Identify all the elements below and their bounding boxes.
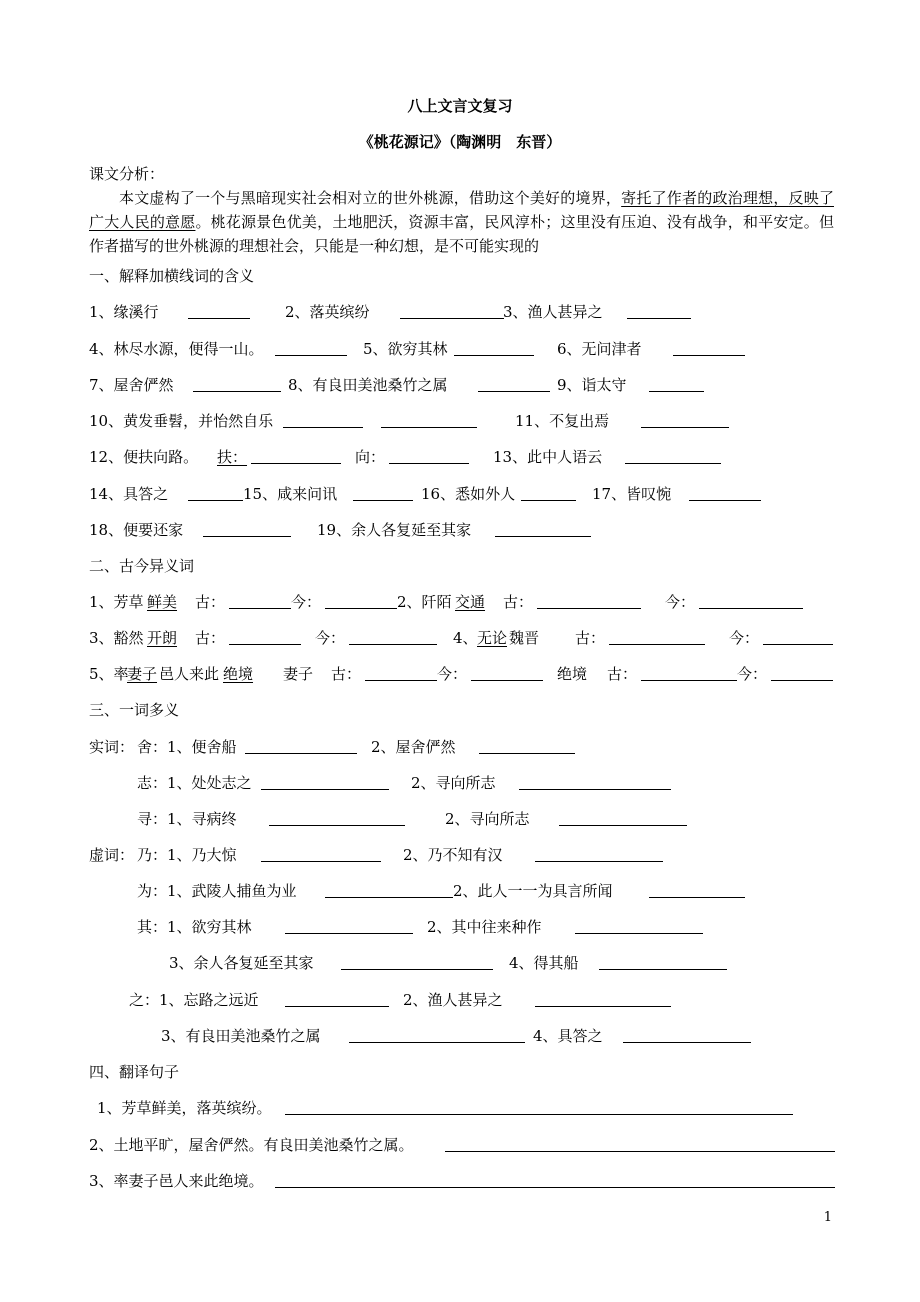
gj5-middle: 邑人来此	[159, 665, 220, 683]
analysis-text-2: 。桃花源景色优美，土地肥沃，资源丰富，民风淳朴；这里没有压迫、没有战争，和平安定。但作者描写的世外桃源的理想社会，只能是一种幻想，是不可能实现的	[89, 213, 834, 255]
q11-label: 11、不复出焉	[515, 412, 610, 430]
q6-label: 6、无问津者	[557, 340, 642, 358]
gj1-jin-label: 今：	[291, 593, 322, 611]
q17-blank[interactable]	[689, 486, 761, 501]
nai-2-label: 2、乃不知有汉	[403, 846, 503, 864]
q12-fu-blank[interactable]	[251, 449, 341, 464]
q8-blank[interactable]	[478, 377, 550, 392]
gj4-prefix: 4、	[453, 629, 478, 647]
q14-label: 14、具答之	[89, 485, 169, 503]
zhi2-1-label: 之：1、忘路之远近	[129, 991, 259, 1009]
zhi-2-label: 2、寻向所志	[411, 774, 496, 792]
q19-blank[interactable]	[495, 522, 591, 537]
analysis-underline-1: 寄托了作者的政治理想，	[621, 189, 789, 207]
section3-heading: 三、一词多义	[89, 701, 180, 719]
wei-1-blank[interactable]	[325, 883, 453, 898]
qi-4-label: 4、得其船	[509, 954, 579, 972]
qi-2-label: 2、其中往来种作	[427, 918, 542, 936]
q2-blank[interactable]	[400, 304, 504, 319]
xun-1-blank[interactable]	[269, 811, 405, 826]
q16-label: 16、悉如外人	[421, 485, 516, 503]
gj1-prefix: 1、芳草	[89, 593, 144, 611]
q6-blank[interactable]	[673, 341, 745, 356]
nai-2-blank[interactable]	[535, 847, 663, 862]
q10-blank-1[interactable]	[283, 413, 363, 428]
zhi2-2-label: 2、渔人甚异之	[403, 991, 503, 1009]
q5-blank[interactable]	[454, 341, 534, 356]
q14-blank[interactable]	[188, 486, 243, 501]
section1-heading: 一、解释加横线词的含义	[89, 267, 255, 285]
gj2-prefix: 2、阡陌	[397, 593, 452, 611]
q1-blank[interactable]	[188, 304, 250, 319]
zhi2-2-blank[interactable]	[535, 992, 671, 1007]
q8-label: 8、有良田美池桑竹之属	[288, 376, 448, 394]
gj2-jin-label: 今：	[665, 593, 696, 611]
gj5-w1-label: 妻子	[283, 665, 314, 683]
q10-label: 10、黄发垂髫，并怡然自乐	[89, 412, 274, 430]
q9-blank[interactable]	[649, 377, 704, 392]
q5-label: 5、欲穷其林	[363, 340, 448, 358]
q16-blank[interactable]	[521, 486, 576, 501]
xuci-label: 虚词：	[89, 846, 135, 864]
q13-blank[interactable]	[625, 449, 721, 464]
q4-label: 4、林尽水源，便得一山。	[89, 340, 264, 358]
gj2-word: 交通	[455, 593, 486, 611]
gj3-word: 开朗	[147, 629, 178, 647]
gj3-gu-label: 古：	[195, 629, 226, 647]
t1-label: 1、芳草鲜美，落英缤纷。	[97, 1099, 272, 1117]
gj1-gu-label: 古：	[195, 593, 226, 611]
xun-1-label: 寻：1、寻病终	[137, 810, 237, 828]
gj4-gu-label: 古：	[575, 629, 606, 647]
qi-3-label: 3、余人各复延至其家	[169, 954, 314, 972]
she-1-label: 舍：1、便舍船	[137, 738, 237, 756]
gj5-w2-jin-blank[interactable]	[771, 666, 833, 681]
gj5-w1-gu-label: 古：	[331, 665, 362, 683]
zhi2-4-blank[interactable]	[623, 1028, 751, 1043]
gj5-word-2: 绝境	[223, 665, 254, 683]
q7-label: 7、屋舍俨然	[89, 376, 174, 394]
gj1-gu-blank[interactable]	[229, 594, 291, 609]
q7-blank[interactable]	[193, 377, 281, 392]
gj5-w2-gu-label: 古：	[607, 665, 638, 683]
zhi2-1-blank[interactable]	[285, 992, 389, 1007]
qi-1-label: 其：1、欲穷其林	[137, 918, 252, 936]
qi-1-blank[interactable]	[285, 919, 413, 934]
qi-4-blank[interactable]	[599, 955, 727, 970]
wei-2-blank[interactable]	[649, 883, 745, 898]
gj5-w2-label: 绝境	[557, 665, 588, 683]
qi-3-blank[interactable]	[341, 955, 493, 970]
analysis-paragraph	[89, 186, 834, 258]
nai-1-blank[interactable]	[261, 847, 381, 862]
q9-label: 9、诣太守	[557, 376, 627, 394]
gj2-gu-blank[interactable]	[537, 594, 641, 609]
she-2-blank[interactable]	[479, 739, 575, 754]
page-subtitle: 《桃花源记》（陶渊明 东晋）	[358, 133, 562, 151]
she-2-label: 2、屋舍俨然	[371, 738, 456, 756]
q15-label: 15、咸来问讯	[243, 485, 338, 503]
gj5-w2-jin-label: 今：	[737, 665, 768, 683]
analysis-text-1: 本文虚构了一个与黑暗现实社会相对立的世外桃源，借助这个美好的境界，	[119, 189, 622, 207]
xun-2-label: 2、寻向所志	[445, 810, 530, 828]
qi-2-blank[interactable]	[575, 919, 703, 934]
q12-fu-label: 扶：	[217, 448, 248, 466]
zhi-1-label: 志：1、处处志之	[137, 774, 252, 792]
zhi-1-blank[interactable]	[261, 775, 389, 790]
gj4-word: 无论	[477, 629, 508, 647]
q18-label: 18、便要还家	[89, 521, 184, 539]
q17-label: 17、皆叹惋	[592, 485, 672, 503]
page-title: 八上文言文复习	[407, 97, 513, 115]
section2-heading: 二、古今异义词	[89, 557, 195, 575]
gj4-suffix: 魏晋	[509, 629, 540, 647]
q4-blank[interactable]	[275, 341, 347, 356]
q15-blank[interactable]	[353, 486, 413, 501]
analysis-heading: 课文分析：	[89, 165, 165, 183]
zhi2-4-label: 4、具答之	[533, 1027, 603, 1045]
analysis-underline-2: 反映了广大人民的意愿	[89, 189, 834, 231]
q12-label: 12、便扶向路。	[89, 448, 199, 466]
gj5-w1-jin-blank[interactable]	[471, 666, 543, 681]
gj4-gu-blank[interactable]	[609, 630, 705, 645]
t3-label: 3、率妻子邑人来此绝境。	[89, 1172, 264, 1190]
q3-label: 3、渔人甚异之	[503, 303, 603, 321]
gj5-w2-gu-blank[interactable]	[641, 666, 737, 681]
q10-blank-2[interactable]	[381, 413, 477, 428]
gj5-prefix: 5、率	[89, 665, 129, 683]
nai-1-label: 乃：1、乃大惊	[137, 846, 237, 864]
gj5-w1-gu-blank[interactable]	[365, 666, 437, 681]
gj1-word: 鲜美	[147, 593, 178, 611]
page-number: 1	[823, 1210, 832, 1225]
t2-label: 2、土地平旷，屋舍俨然。有良田美池桑竹之属。	[89, 1136, 414, 1154]
t3-blank[interactable]	[275, 1173, 835, 1188]
xun-2-blank[interactable]	[559, 811, 687, 826]
q3-blank[interactable]	[627, 304, 691, 319]
gj3-prefix: 3、豁然	[89, 629, 144, 647]
section4-heading: 四、翻译句子	[89, 1063, 180, 1081]
gj5-word-1: 妻子	[127, 665, 158, 683]
gj4-jin-blank[interactable]	[763, 630, 833, 645]
q19-label: 19、余人各复延至其家	[317, 521, 472, 539]
zhi2-3-label: 3、有良田美池桑竹之属	[161, 1027, 321, 1045]
gj3-gu-blank[interactable]	[229, 630, 301, 645]
t1-blank[interactable]	[285, 1100, 793, 1115]
t2-blank[interactable]	[445, 1137, 835, 1152]
she-1-blank[interactable]	[245, 739, 357, 754]
q18-blank[interactable]	[203, 522, 291, 537]
gj3-jin-label: 今：	[315, 629, 346, 647]
wei-1-label: 为：1、武陵人捕鱼为业	[137, 882, 297, 900]
gj4-jin-label: 今：	[729, 629, 760, 647]
q13-label: 13、此中人语云	[493, 448, 603, 466]
q11-blank[interactable]	[641, 413, 729, 428]
zhi2-3-blank[interactable]	[349, 1028, 525, 1043]
gj1-jin-blank[interactable]	[325, 594, 397, 609]
q12-xiang-blank[interactable]	[389, 449, 469, 464]
q12-xiang-label: 向：	[355, 448, 386, 466]
gj3-jin-blank[interactable]	[349, 630, 437, 645]
shici-label: 实词：	[89, 738, 135, 756]
gj2-gu-label: 古：	[503, 593, 534, 611]
zhi-2-blank[interactable]	[519, 775, 671, 790]
q2-label: 2、落英缤纷	[285, 303, 370, 321]
q1-label: 1、缘溪行	[89, 303, 159, 321]
gj5-w1-jin-label: 今：	[437, 665, 468, 683]
wei-2-label: 2、此人一一为具言所闻	[453, 882, 613, 900]
gj2-jin-blank[interactable]	[699, 594, 803, 609]
